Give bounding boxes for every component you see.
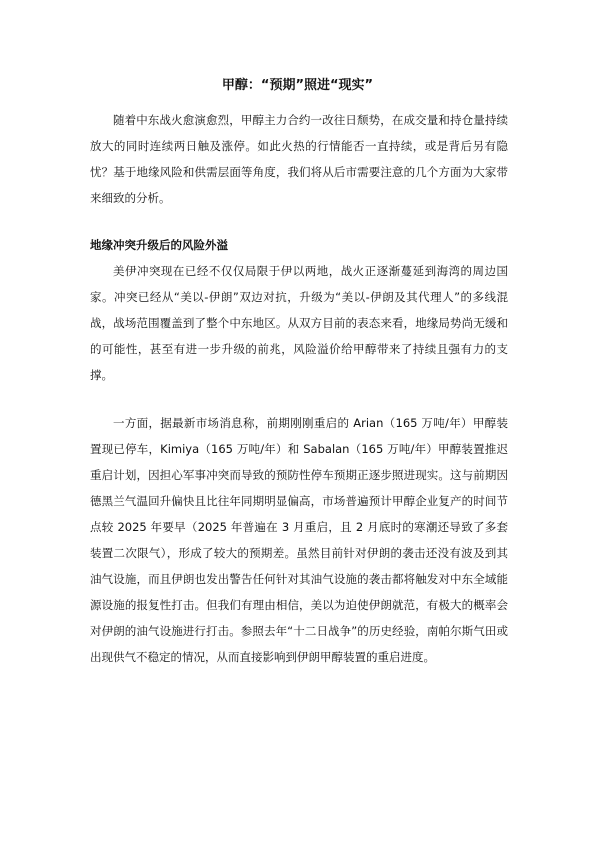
document-title: 甲醇：“预期”照进“现实” bbox=[221, 78, 374, 93]
section-heading: 地缘冲突升级后的风险外溢 bbox=[90, 238, 228, 252]
body-paragraph: 一方面，据最新市场消息称，前期刚刚重启的 Arian（165 万吨/年）甲醇装置现已停车，Kimiya（165 万吨/年）和 Sabalan（165 万吨/年）甲醇装置推迟重启计划，因担心军事冲突而导致的预防性停车预期正逐步照进现实。这与前期因德黑兰气温回升偏快且比往年同期明显偏高，市场普遍预计甲醇企业复产的时间节点较 2025 年要早（2025 年普遍在 3 月重启，且 2 月底时的寒潮还导致了多套装置二次限气），形成了较大的预期差。虽然目前针对伊朗的袭击还没有波及到其油气设施，而且伊朗也发出警告任何针对其油气设施的袭击都将触发对中东全域能源设施的报复性打击。但我们有理由相信，美以为迫使伊朗就范，有极大的概率会对伊朗的油气设施进行打击。参照去年“十二日战争”的历史经验，南帕尔斯气田或出现供气不稳定的情况，从而直接影响到伊朗甲醇装置的重启进度。 bbox=[90, 416, 508, 664]
body-paragraph: 美伊冲突现在已经不仅仅局限于伊以两地，战火正逐渐蔓延到海湾的周边国家。冲突已经从“美以-伊朗”双边对抗，升级为“美以-伊朗及其代理人”的多线混战，战场范围覆盖到了整个中东地区。从双方目前的表态来看，地缘局势尚无缓和的可能性，甚至有进一步升级的前兆，风险溢价给甲醇带来了持续且强有力的支撑。 bbox=[90, 264, 508, 382]
intro-paragraph: 随着中东战火愈演愈烈，甲醇主力合约一改往日颓势，在成交量和持仓量持续放大的同时连续两日触及涨停。如此火热的行情能否一直持续，或是背后另有隐忧？基于地缘风险和供需层面等角度，我们将从后市需要注意的几个方面为大家带来细致的分析。 bbox=[90, 113, 508, 205]
